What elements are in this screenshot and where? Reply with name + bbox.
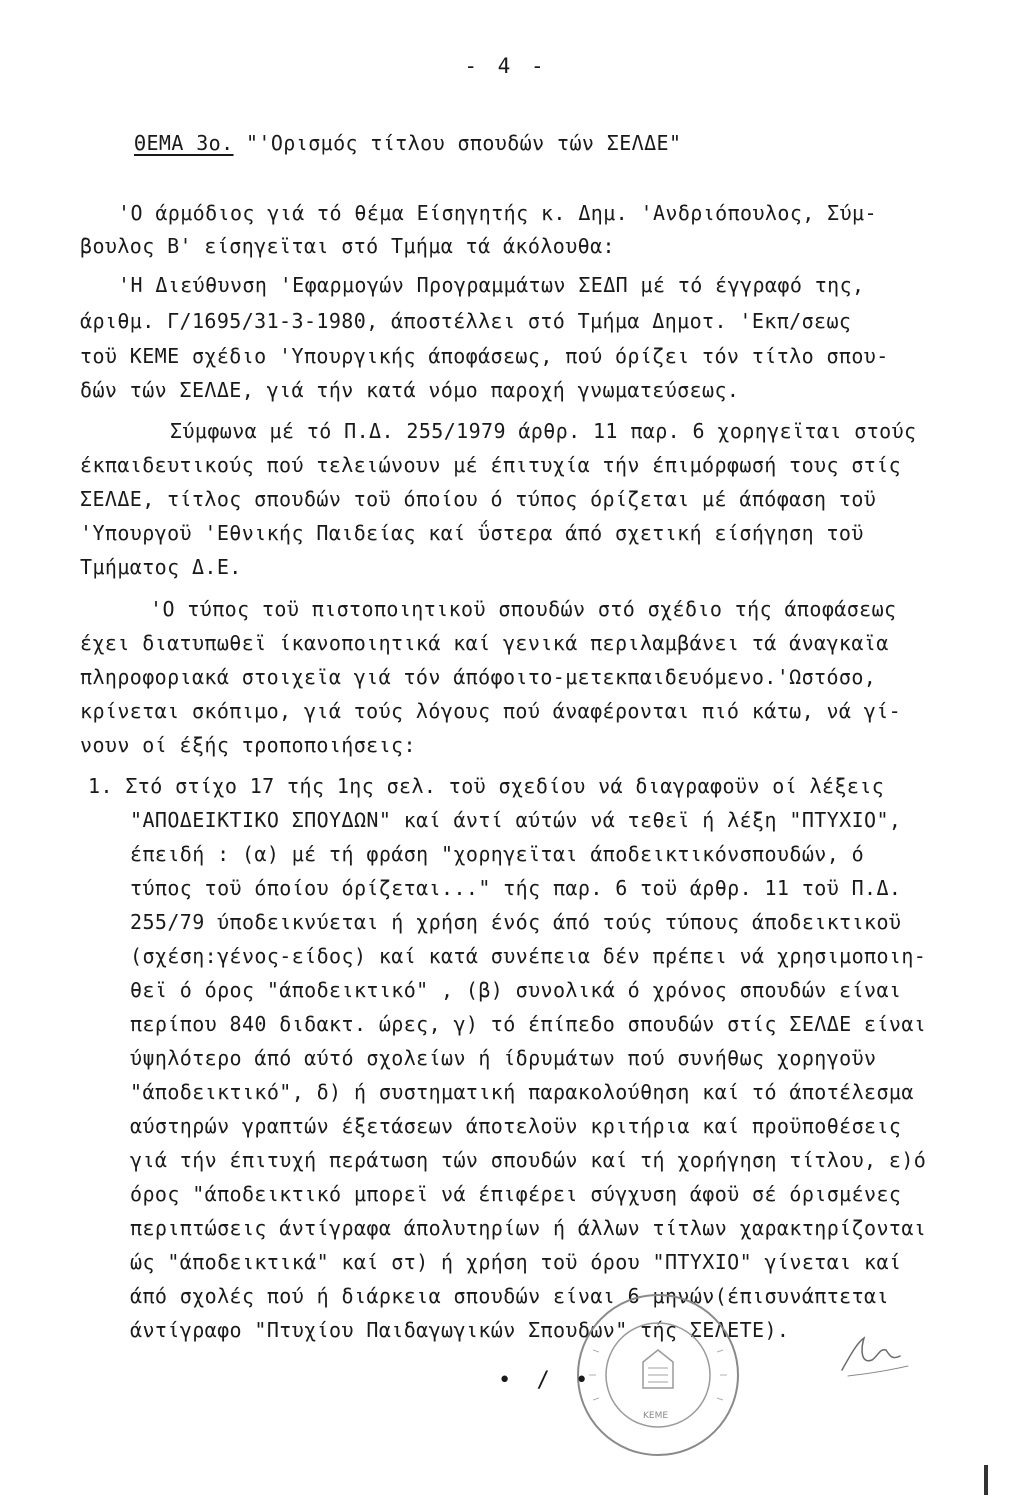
continuation-mark: • / • xyxy=(498,1368,595,1393)
text-line: Σύμφωνα μέ τό Π.Δ. 255/1979 άρθρ. 11 παρ. 6 χορηγεϊται στούς xyxy=(170,419,917,443)
text-line: περιπτώσεις άντίγραφα άπολυτηρίων ή άλλων τίτλων χαρακτηρίζονται xyxy=(130,1216,927,1240)
signature-icon xyxy=(838,1322,912,1382)
text-line: τοϋ ΚΕΜΕ σχέδιο 'Υπουργικής άποφάσεως, πού όρίζει τόν τίτλο σπου- xyxy=(80,344,889,368)
text-line: άριθμ. Γ/1695/31-3-1980, άποστέλλει στό Τμήμα Δημοτ. 'Εκπ/σεως xyxy=(80,309,852,333)
text-line: τύπος τοϋ όποίου όρίζεται..." τής παρ. 6 τοϋ άρθρ. 11 τοϋ Π.Δ. xyxy=(130,876,902,900)
text-line: ύψηλότερο άπό αύτό σχολείων ή ίδρυμάτων πού συνήθως χορηγοϋν xyxy=(130,1046,877,1070)
text-line: έχει διατυπωθεϊ ίκανοποιητικά καί γενικά περιλαμβάνει τά άναγκαϊα xyxy=(80,631,889,655)
text-line: πληροφοριακά στοιχεϊα γιά τόν άπόφοιτο-μετεκπαιδευόμενο.'Ωστόσο, xyxy=(80,665,877,689)
text-line: (σχέση:γένος-είδος) καί κατά συνέπεια δέν πρέπει νά χρησιμοποιη- xyxy=(130,944,927,968)
text-line: θεϊ ό όρος "άποδεικτικό" , (β) συνολικά ό χρόνος σπουδών είναι xyxy=(130,978,902,1002)
text-line: όρος "άποδεικτικό μπορεϊ νά έπιφέρει σύγχυση άφοϋ σέ όρισμένες xyxy=(130,1182,902,1206)
text-line: γιά τήν έπιτυχή περάτωση τών σπουδών καί τή χορήγηση τίτλου, ε)ό xyxy=(130,1148,927,1172)
margin-mark xyxy=(984,1465,988,1495)
text-line: 'Η Διεύθυνση 'Εφαρμογών Προγραμμάτων ΣΕΔΠ μέ τό έγγραφό της, xyxy=(118,273,865,297)
text-line: άντίγραφο "Πτυχίου Παιδαγωγικών Σπουδών" τής ΣΕΛΕΤΕ). xyxy=(130,1318,790,1342)
text-line: 'Υπουργοϋ 'Εθνικής Παιδείας καί ΰστερα άπό σχετική είσήγηση τοϋ xyxy=(80,521,864,545)
text-line: 'Ο τύπος τοϋ πιστοποιητικοϋ σπουδών στό σχέδιο τής άποφάσεως xyxy=(150,597,897,621)
text-line: Τμήματος Δ.Ε. xyxy=(80,555,242,579)
text-line: δών τών ΣΕΛΔΕ, γιά τήν κατά νόμο παροχή γνωματεύσεως. xyxy=(80,378,740,402)
text-line: νουν οί έξής τροποποιήσεις: xyxy=(80,733,416,757)
text-line: 'Ο άρμόδιος γιά τό θέμα Είσηγητής κ. Δημ. 'Ανδριόπουλος, Σύμ- xyxy=(118,201,877,225)
page-number: - 4 - xyxy=(464,54,548,78)
list-item-first-line: 1. Στό στίχο 17 τής 1ης σελ. τοϋ σχεδίου νά διαγραφοϋν οί λέξεις xyxy=(88,774,885,798)
text-line: βουλος Β' είσηγεϊται στό Τμήμα τά άκόλουθα: xyxy=(80,234,615,258)
text-line: κρίνεται σκόπιμο, γιά τούς λόγους πού άναφέρονται πιό κάτω, νά γί- xyxy=(80,699,902,723)
heading-title: "'Ορισμός τίτλου σπουδών τών ΣΕΛΔΕ" xyxy=(245,131,682,155)
official-stamp-icon xyxy=(573,1290,743,1460)
text-line: 255/79 ύποδεικνύεται ή χρήση ένός άπό τούς τύπους άποδεικτικοϋ xyxy=(130,910,902,934)
text-line: έπειδή : (α) μέ τή φράση "χορηγεϊται άποδεικτικόνσπουδών, ό xyxy=(130,842,865,866)
text-line: περίπου 840 διδακτ. ώρες, γ) τό έπίπεδο σπουδών στίς ΣΕΛΔΕ είναι xyxy=(130,1012,927,1036)
text-line: αύστηρών γραπτών έξετάσεων άποτελοϋν κριτήρια καί προϋποθέσεις xyxy=(130,1114,902,1138)
text-line: έκπαιδευτικούς πού τελειώνουν μέ έπιτυχία τήν έπιμόρφωσή τους στίς xyxy=(80,453,902,477)
text-line: ΣΕΛΔΕ, τίτλος σπουδών τοϋ όποίου ό τύπος όρίζεται μέ άπόφαση τοϋ xyxy=(80,487,877,511)
heading-label: ΘΕΜΑ 3ο. xyxy=(134,131,234,155)
section-heading xyxy=(134,130,681,156)
text-line: "άποδεικτικό", δ) ή συστηματική παρακολούθηση καί τό άποτέλεσμα xyxy=(130,1080,914,1104)
text-line: άπό σχολές πού ή διάρκεια σπουδών είναι 6 μηνών(έπισυνάπτεται xyxy=(130,1284,889,1308)
text-line: ώς "άποδεικτικά" καί στ) ή χρήση τοϋ όρου "ΠΤΥΧΙΟ" γίνεται καί xyxy=(130,1250,902,1274)
stamp-text: ΚΕΜΕ xyxy=(643,1411,669,1421)
text-line: "ΑΠΟΔΕΙΚΤΙΚΟ ΣΠΟΥΔΩΝ" καί άντί αύτών νά τεθεϊ ή λέξη "ΠΤΥΧΙΟ", xyxy=(130,808,902,832)
